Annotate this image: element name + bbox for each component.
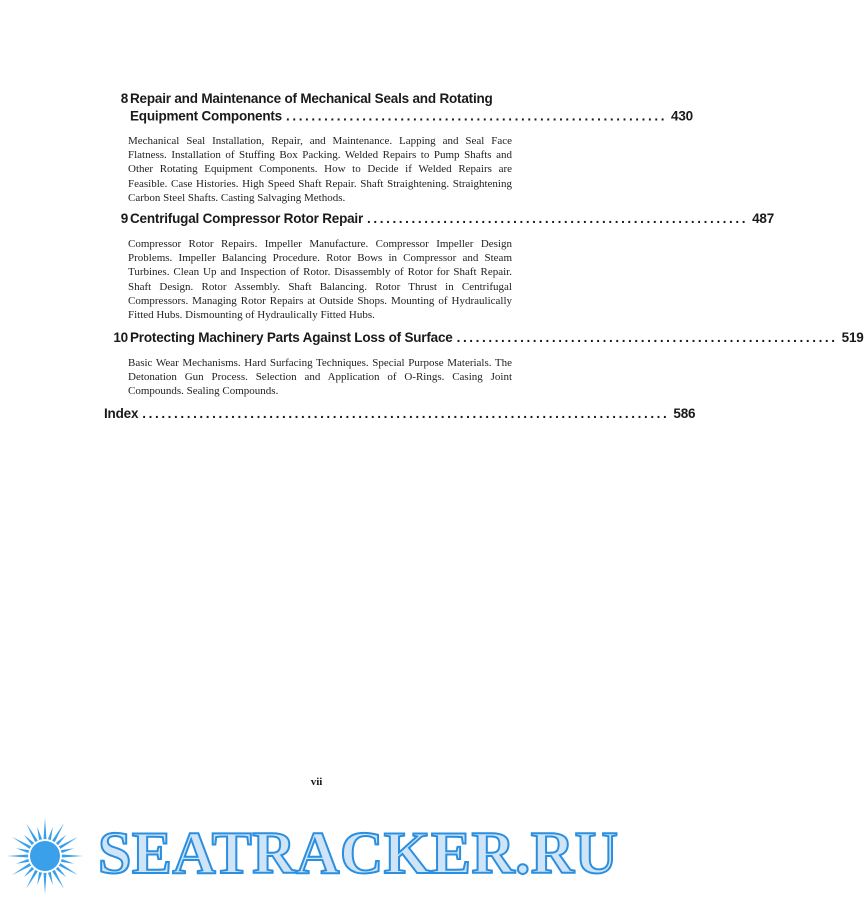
chapter-number: 10 (113, 329, 128, 346)
leader-dots: ............................................................ (456, 329, 838, 346)
page-number: 487 (752, 210, 775, 227)
toc-heading (104, 89, 693, 125)
toc-entry-chapter-10 (104, 329, 864, 399)
page-folio: vii (310, 776, 323, 788)
page-number: 430 (671, 108, 693, 124)
chapter-description: Basic Wear Mechanisms. Hard Surfacing Techniques. Special Purpose Materials. The Detonation Gun Process. Selection and Application of O-Rings. Casing Joint Compounds. Sealing Compounds. (128, 357, 512, 398)
chapter-title-line-1: Repair and Maintenance of Mechanical Seals and Rotating (130, 90, 493, 106)
leader-dots: ............................................................ (286, 108, 668, 124)
toc-heading (104, 210, 775, 228)
page-number: 519 (841, 329, 864, 346)
toc-heading (104, 329, 864, 347)
leader-dots: ............................................................ (367, 210, 749, 227)
toc-entry-chapter-9 (104, 210, 775, 322)
leader-dots: ................................................................................... (142, 405, 670, 422)
chapter-description: Compressor Rotor Repairs. Impeller Manufacture. Compressor Impeller Design Problems. Impeller Balancing Procedure. Rotor Bows in Compressor and Steam Turbines. Clean Up and Inspection of Rotor. Disassembly of Rotor for Shaft Repair. Shaft Design. Rotor Assembly. Shaft Balancing. Rotor Thrust in Centrifugal Compressors. Managing Rotor Repairs at Outside Shops. Mounting of Hydraulically Fitted Hubs. Dismounting of Hydraulically Fitted Hubs. (128, 238, 512, 322)
watermark-text: SEATRACKER.RU (98, 820, 619, 886)
page-number: 586 (673, 405, 696, 422)
chapter-title: Centrifugal Compressor Rotor Repair (130, 210, 364, 227)
chapter-title-line-2: Equipment Components (130, 108, 282, 124)
chapter-number: 9 (120, 210, 128, 227)
index-label: Index (104, 405, 139, 422)
chapter-number: 8 (120, 90, 128, 106)
toc-entry-index (104, 405, 696, 422)
chapter-description: Mechanical Seal Installation, Repair, and Maintenance. Lapping and Seal Face Flatness. Installation of Stuffing Box Packing. Welded Repairs to Pump Shafts and Other Rotating Equipment Components. How to Decide if Welded Repairs are Feasible. Case Histories. High Speed Shaft Repair. Shaft Straightening. Straightening Carbon Steel Shafts. Casting Salvaging Methods. (128, 135, 512, 204)
chapter-title: Protecting Machinery Parts Against Loss of Surface (130, 329, 453, 346)
toc-entry-chapter-8 (104, 90, 693, 205)
